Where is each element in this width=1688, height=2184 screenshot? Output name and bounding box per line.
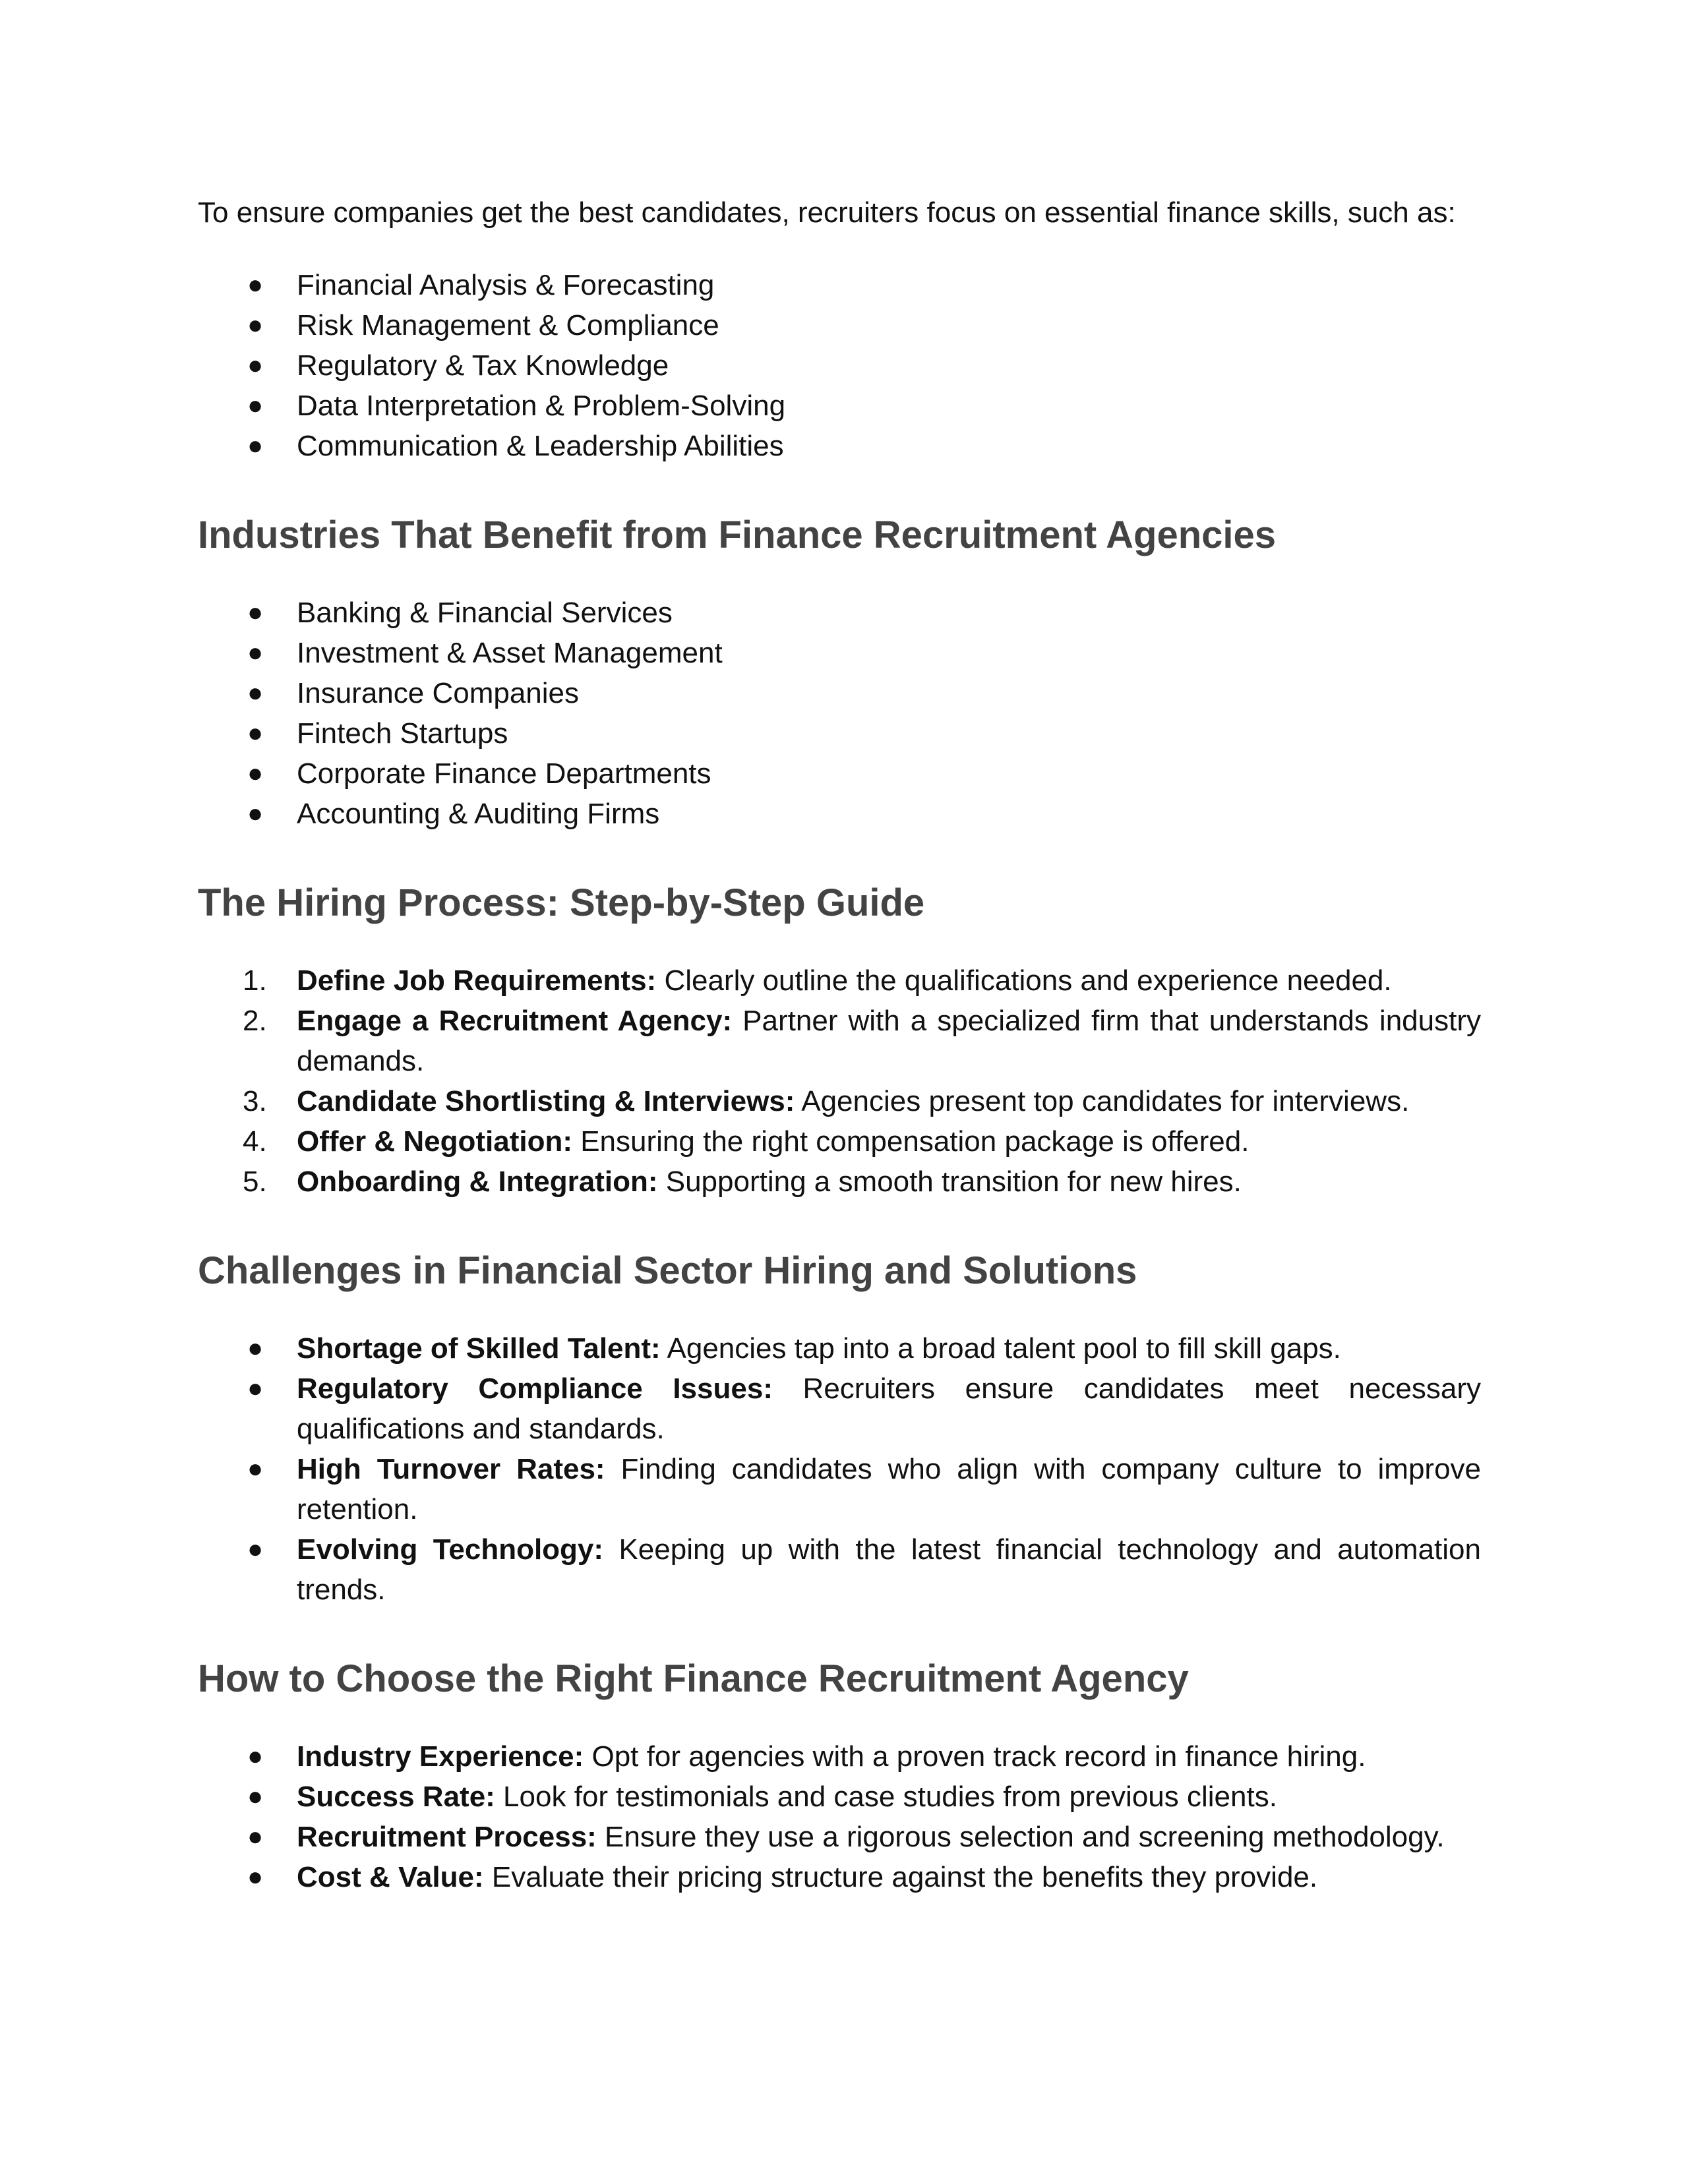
bullet-icon: ● <box>247 1334 264 1363</box>
step-term: Offer & Negotiation: <box>297 1125 572 1158</box>
list-item: ● Insurance Companies <box>198 673 1481 713</box>
step-number: 2. <box>243 1005 267 1037</box>
step-term: Candidate Shortlisting & Interviews: <box>297 1085 795 1117</box>
item-term: High Turnover Rates: <box>297 1453 605 1485</box>
list-item: ● Investment & Asset Management <box>198 633 1481 673</box>
list-item: 5. Onboarding & Integration: Supporting a smooth transition for new hires. <box>198 1162 1481 1202</box>
step-number: 3. <box>243 1085 267 1117</box>
challenges-list <box>198 1328 1481 1610</box>
list-item: ● Accounting & Auditing Firms <box>198 794 1481 834</box>
bullet-icon: ● <box>247 638 264 667</box>
step-term: Engage a Recruitment Agency: <box>297 1005 733 1037</box>
choose-agency-heading: How to Choose the Right Finance Recruitment Agency <box>198 1657 1189 1700</box>
item-term: Recruitment Process: <box>297 1821 597 1853</box>
step-term: Define Job Requirements: <box>297 964 657 997</box>
list-item: ● Financial Analysis & Forecasting <box>198 265 1481 305</box>
bullet-icon: ● <box>247 1535 264 1564</box>
item-term: Shortage of Skilled Talent: <box>297 1332 661 1365</box>
skills-list <box>198 265 1481 466</box>
list-item: ● Fintech Startups <box>198 713 1481 753</box>
step-number: 5. <box>243 1166 267 1198</box>
list-item: 1. Define Job Requirements: Clearly outline the qualifications and experience needed. <box>198 960 1481 1001</box>
bullet-icon: ● <box>247 351 264 380</box>
step-term: Onboarding & Integration: <box>297 1166 658 1198</box>
bullet-icon: ● <box>247 310 264 339</box>
list-item: ● Success Rate: Look for testimonials and case studies from previous clients. <box>198 1777 1481 1817</box>
bullet-icon: ● <box>247 391 264 420</box>
industries-heading: Industries That Benefit from Finance Recruitment Agencies <box>198 514 1277 556</box>
industries-list <box>198 593 1481 834</box>
list-item: ● Banking & Financial Services <box>198 593 1481 633</box>
list-item: 3. Candidate Shortlisting & Interviews: Agencies present top candidates for interviews. <box>198 1081 1481 1121</box>
list-item: ● Regulatory Compliance Issues: Recruiters ensure candidates meet necessary qualifications and standards. <box>198 1369 1481 1449</box>
bullet-icon: ● <box>247 678 264 707</box>
list-item: ● Communication & Leadership Abilities <box>198 426 1481 466</box>
bullet-icon: ● <box>247 1374 264 1403</box>
list-item: 2. Engage a Recruitment Agency: Partner with a specialized firm that understands industry demands. <box>198 1001 1481 1081</box>
list-item: ● Shortage of Skilled Talent: Agencies tap into a broad talent pool to fill skill gaps. <box>198 1328 1481 1369</box>
list-item: ● Cost & Value: Evaluate their pricing structure against the benefits they provide. <box>198 1857 1481 1897</box>
list-item: ● Regulatory & Tax Knowledge <box>198 345 1481 386</box>
bullet-icon: ● <box>247 719 264 748</box>
bullet-icon: ● <box>247 799 264 828</box>
bullet-icon: ● <box>247 431 264 460</box>
challenges-heading: Challenges in Financial Sector Hiring and Solutions <box>198 1249 1137 1292</box>
bullet-icon: ● <box>247 1454 264 1483</box>
list-item: ● Recruitment Process: Ensure they use a rigorous selection and screening methodology. <box>198 1817 1481 1857</box>
item-term: Evolving Technology: <box>297 1533 604 1566</box>
list-item: ● Data Interpretation & Problem-Solving <box>198 386 1481 426</box>
list-item: 4. Offer & Negotiation: Ensuring the right compensation package is offered. <box>198 1121 1481 1162</box>
bullet-icon: ● <box>247 1782 264 1811</box>
bullet-icon: ● <box>247 270 264 299</box>
list-item: ● Corporate Finance Departments <box>198 753 1481 794</box>
bullet-icon: ● <box>247 1822 264 1851</box>
item-term: Cost & Value: <box>297 1861 484 1893</box>
list-item: ● Evolving Technology: Keeping up with the latest financial technology and automation trends. <box>198 1529 1481 1610</box>
bullet-icon: ● <box>247 1742 264 1771</box>
choose-agency-list <box>198 1736 1481 1897</box>
bullet-icon: ● <box>247 1862 264 1891</box>
intro-paragraph: To ensure companies get the best candidates, recruiters focus on essential finance skills, such as: <box>198 196 1456 229</box>
step-number: 1. <box>243 964 267 997</box>
list-item: ● High Turnover Rates: Finding candidates who align with company culture to improve retention. <box>198 1449 1481 1529</box>
document-page <box>198 192 1481 1897</box>
list-item: ● Risk Management & Compliance <box>198 305 1481 345</box>
bullet-icon: ● <box>247 759 264 788</box>
item-term: Regulatory Compliance Issues: <box>297 1372 773 1405</box>
item-term: Industry Experience: <box>297 1740 584 1773</box>
bullet-icon: ● <box>247 598 264 627</box>
list-item: ● Industry Experience: Opt for agencies with a proven track record in finance hiring. <box>198 1736 1481 1777</box>
hiring-steps-list <box>198 960 1481 1202</box>
item-term: Success Rate: <box>297 1781 495 1813</box>
step-number: 4. <box>243 1125 267 1158</box>
hiring-process-heading: The Hiring Process: Step-by-Step Guide <box>198 881 925 924</box>
